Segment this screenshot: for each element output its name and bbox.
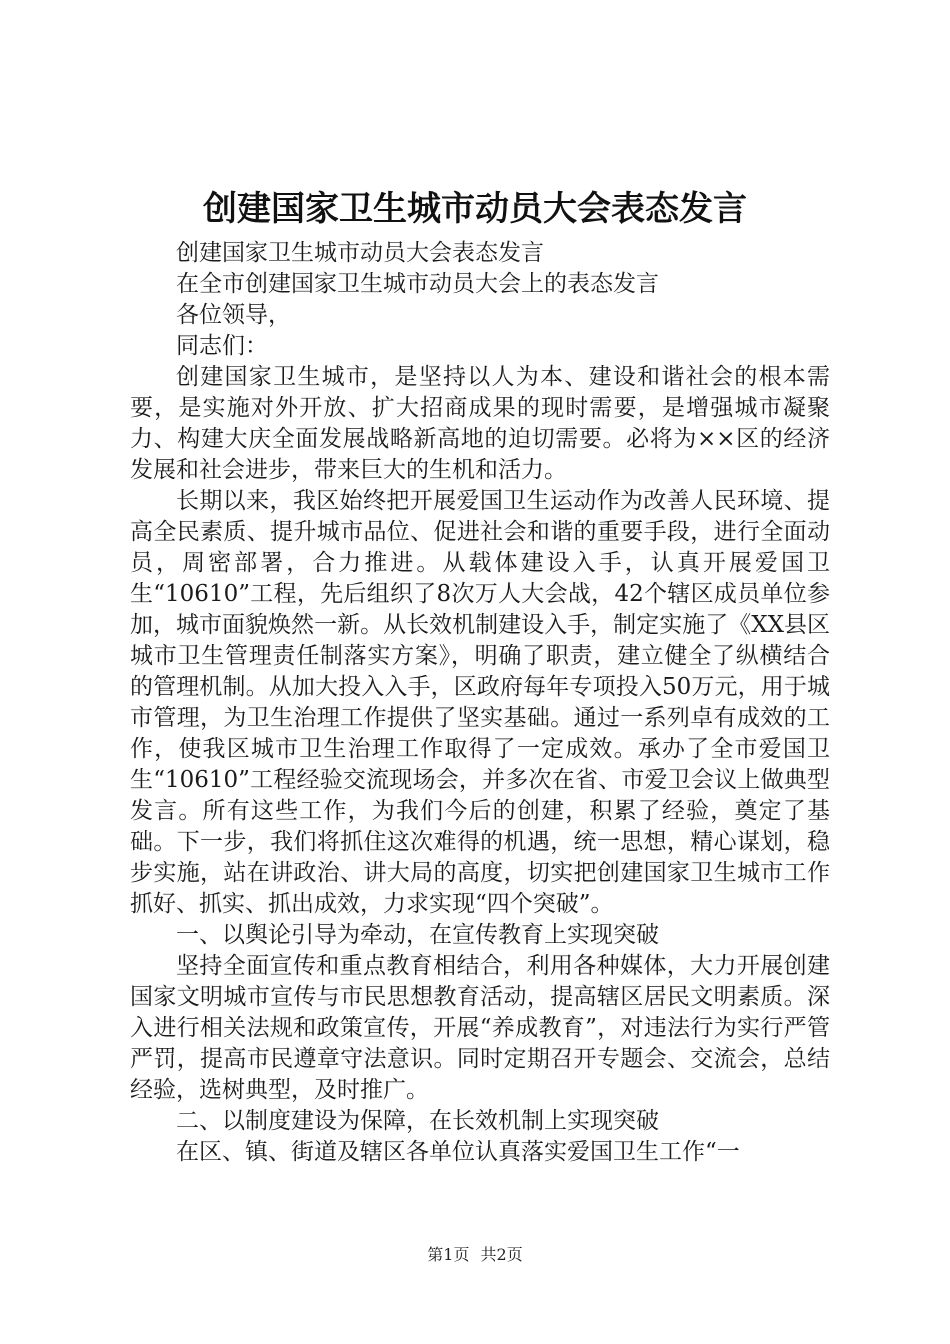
- paragraph-salutation-leaders: 各位领导，: [176, 302, 291, 328]
- paragraph-background: 长期以来，我区始终把开展爱国卫生运动作为改善人民环境、提高全民素质、提升城市品位、促进社会和谐的重要手段，进行全面动员，周密部署，合力推进。从载体建设入手，认真开展爱国卫生“10610”工程，先后组织了8次万人大会战，42个辖区成员单位参加，城市面貌焕然一新。从长效机制建设入手，制定实施了《XX县区城市卫生管理责任制落实方案》，明确了职责，建立健全了纵横结合的管理机制。从加大投入入手，区政府每年专项投入50万元，用于城市管理，为卫生治理工作提供了坚实基础。通过一系列卓有成效的工作，使我区城市卫生治理工作取得了一定成效。承办了全市爱国卫生“10610”工程经验交流现场会，并多次在省、市爱卫会议上做典型发言。所有这些工作，为我们今后的创建，积累了经验，奠定了基础。下一步，我们将抓住这次难得的机遇，统一思想，精心谋划，稳步实施，站在讲政治、讲大局的高度，切实把创建国家卫生城市工作抓好、抓实、抓出成效，力求实现“四个突破”。: [130, 488, 830, 917]
- paragraph-subtitle: 创建国家卫生城市动员大会表态发言: [176, 240, 544, 266]
- paragraph-heading: 在全市创建国家卫生城市动员大会上的表态发言: [176, 271, 659, 297]
- section-heading-2: 二、以制度建设为保障，在长效机制上实现突破: [176, 1108, 659, 1134]
- section-heading-1: 一、以舆论引导为牵动，在宣传教育上实现突破: [176, 922, 659, 948]
- paragraph-intro: 创建国家卫生城市，是坚持以人为本、建设和谐社会的根本需要，是实施对外开放、扩大招商成果的现时需要，是增强城市凝聚力、构建大庆全面发展战略新高地的迫切需要。必将为××区的经济发展和社会进步，带来巨大的生机和活力。: [130, 364, 830, 483]
- document-title: 创建国家卫生城市动员大会表态发言: [203, 189, 747, 229]
- page-total: 共2页: [480, 1245, 523, 1264]
- document-body: [130, 238, 830, 1168]
- paragraph-section-1: 坚持全面宣传和重点教育相结合，利用各种媒体，大力开展创建国家文明城市宣传与市民思想教育活动，提高辖区居民文明素质。深入进行相关法规和政策宣传，开展“养成教育”，对违法行为实行严管严罚，提高市民遵章守法意识。同时定期召开专题会、交流会，总结经验，选树典型，及时推广。: [130, 953, 830, 1103]
- page-footer: [0, 1242, 950, 1265]
- page-number: 第1页: [427, 1245, 470, 1264]
- paragraph-salutation-comrades: 同志们：: [176, 333, 268, 359]
- paragraph-section-2: 在区、镇、街道及辖区各单位认真落实爱国卫生工作“一: [176, 1139, 740, 1165]
